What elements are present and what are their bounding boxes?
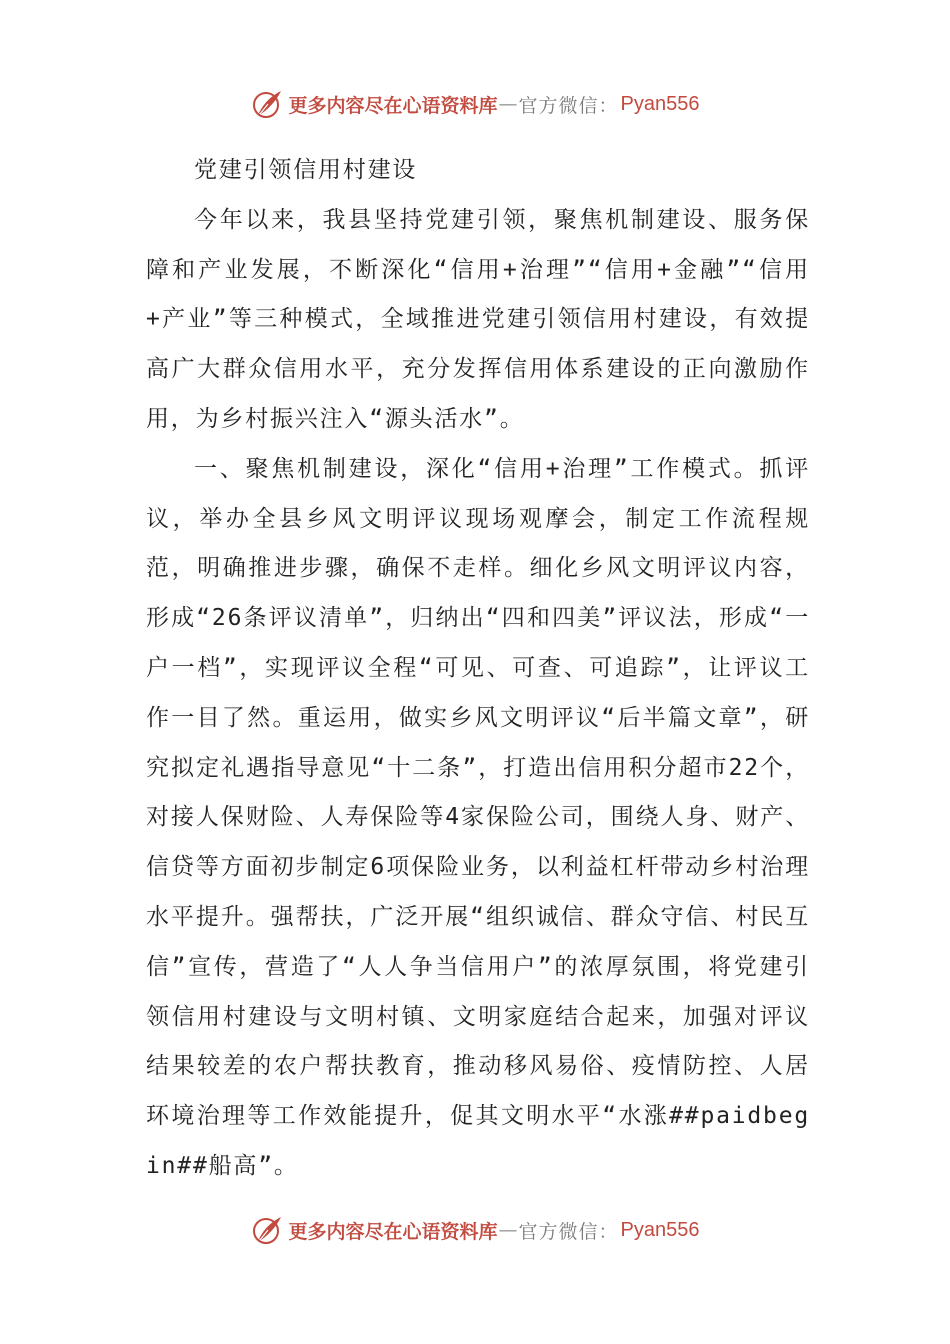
footer-watermark-banner — [0, 1212, 950, 1248]
footer-slogan: 更多内容尽在心语资料库 — [288, 1220, 498, 1243]
header-separator: — — [498, 93, 518, 115]
paragraph-section-one: 一、聚焦机制建设，深化“信用+治理”工作模式。抓评议，举办全县乡风文明评议现场观摩会，制定工作流程规范，明确推进步骤，确保不走样。细化乡风文明评议内容，形成“26条评议清单”，归纳出“四和四美”评议法，形成“一户一档”，实现评议全程“可见、可查、可追踪”，让评议工作一目了然。重运用，做实乡风文明评议“后半篇文章”，研究拟定礼遇指导意见“十二条”，打造出信用积分超市22个，对接人保财险、人寿保险等4家保险公司，围绕人身、财产、信贷等方面初步制定6项保险业务，以利益杠杆带动乡村治理水平提升。强帮扶，广泛开展“组织诚信、群众守信、村民互信”宣传，营造了“人人争当信用户”的浓厚氛围，将党建引领信用村建设与文明村镇、文明家庭结合起来，加强对评议结果较差的农户帮扶教育，推动移风易俗、疫情防控、人居环境治理等工作效能提升，促其文明水平“水涨##paidbegin##船高”。 — [146, 455, 810, 1179]
header-wechat-id: Pyan556 — [620, 92, 700, 115]
footer-separator: — — [498, 1219, 518, 1241]
quill-logo-icon — [251, 87, 285, 121]
header-contact-label: 官方微信： — [518, 94, 619, 117]
header-watermark-banner — [0, 86, 950, 122]
quill-logo-icon — [251, 1213, 285, 1247]
document-body — [146, 146, 810, 1192]
footer-contact-label: 官方微信： — [518, 1220, 619, 1243]
footer-wechat-id: Pyan556 — [620, 1218, 700, 1241]
document-title: 党建引领信用村建设 — [194, 157, 418, 183]
paragraph-intro: 今年以来，我县坚持党建引领，聚焦机制建设、服务保障和产业发展，不断深化“信用+治理”“信用+金融”“信用+产业”等三种模式，全域推进党建引领信用村建设，有效提高广大群众信用水平，充分发挥信用体系建设的正向激励作用，为乡村振兴注入“源头活水”。 — [146, 206, 810, 432]
header-slogan: 更多内容尽在心语资料库 — [288, 94, 498, 117]
